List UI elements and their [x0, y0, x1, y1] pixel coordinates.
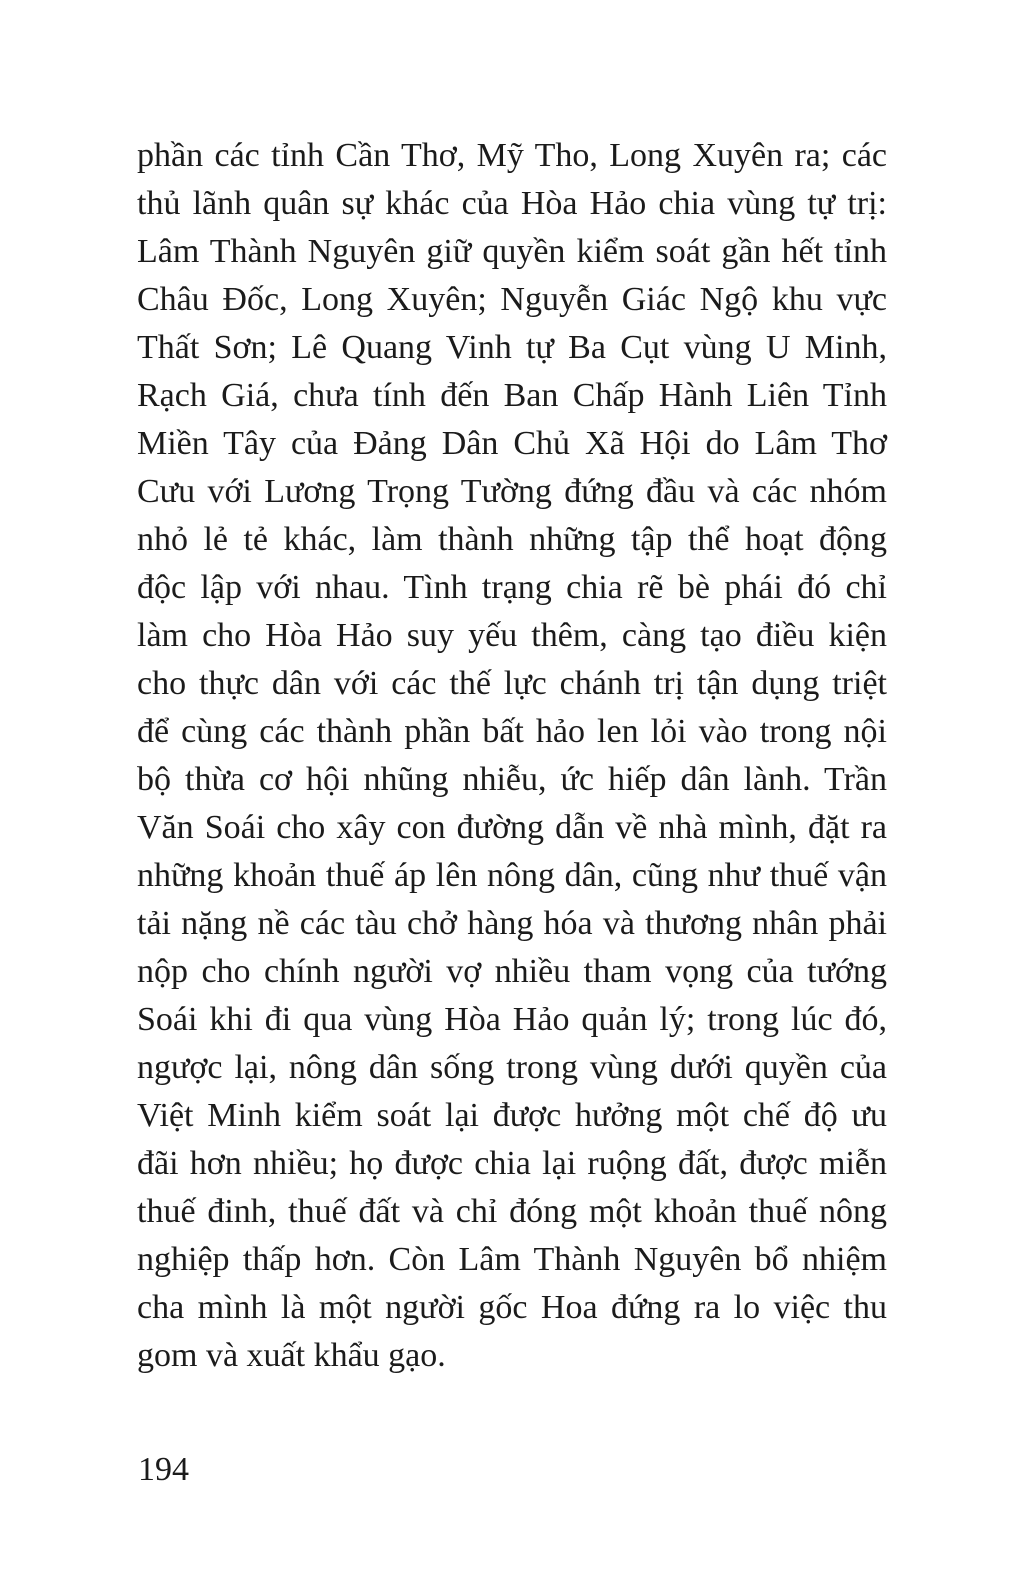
text-line-6: Rạch Giá, chưa tính đến Ban Chấp Hành Liên Tỉnh [137, 377, 887, 414]
text-line-17: tải nặng nề các tàu chở hàng hóa và thương nhân phải [137, 905, 887, 942]
text-line-22: đãi hơn nhiều; họ được chia lại ruộng đất, được miễn [137, 1145, 887, 1182]
text-line-18: nộp cho chính người vợ nhiều tham vọng của tướng [137, 953, 887, 990]
text-line-21: Việt Minh kiểm soát lại được hưởng một chế độ ưu [137, 1097, 887, 1134]
body-text [137, 132, 887, 1380]
text-line-25: cha mình là một người gốc Hoa đứng ra lo việc thu [137, 1289, 887, 1326]
text-line-10: độc lập với nhau. Tình trạng chia rẽ bè phái đó chỉ [137, 569, 887, 606]
text-line-1: phần các tỉnh Cần Thơ, Mỹ Tho, Long Xuyên ra; các [137, 137, 887, 174]
text-line-9: nhỏ lẻ tẻ khác, làm thành những tập thể hoạt động [137, 521, 887, 558]
text-line-4: Châu Đốc, Long Xuyên; Nguyễn Giác Ngộ khu vực [137, 281, 887, 318]
text-line-24: nghiệp thấp hơn. Còn Lâm Thành Nguyên bổ nhiệm [137, 1241, 887, 1278]
text-line-16: những khoản thuế áp lên nông dân, cũng như thuế vận [137, 857, 887, 894]
text-line-23: thuế đinh, thuế đất và chỉ đóng một khoản thuế nông [137, 1193, 887, 1230]
text-line-15: Văn Soái cho xây con đường dẫn về nhà mình, đặt ra [137, 809, 887, 846]
text-line-13: để cùng các thành phần bất hảo len lỏi vào trong nội [137, 713, 887, 750]
text-line-7: Miền Tây của Đảng Dân Chủ Xã Hội do Lâm Thơ [137, 425, 887, 462]
text-line-5: Thất Sơn; Lê Quang Vinh tự Ba Cụt vùng U Minh, [137, 329, 887, 366]
text-line-26: gom và xuất khẩu gạo. [137, 1337, 446, 1374]
text-line-11: làm cho Hòa Hảo suy yếu thêm, càng tạo điều kiện [137, 617, 887, 654]
text-line-19: Soái khi đi qua vùng Hòa Hảo quản lý; trong lúc đó, [137, 1001, 887, 1038]
page-number: 194 [138, 1451, 189, 1488]
text-line-2: thủ lãnh quân sự khác của Hòa Hảo chia vùng tự trị: [137, 185, 887, 222]
text-line-20: ngược lại, nông dân sống trong vùng dưới quyền của [137, 1049, 887, 1086]
text-line-14: bộ thừa cơ hội nhũng nhiễu, ức hiếp dân lành. Trần [137, 761, 887, 798]
text-line-3: Lâm Thành Nguyên giữ quyền kiểm soát gần hết tỉnh [137, 233, 887, 270]
text-line-8: Cưu với Lương Trọng Tường đứng đầu và các nhóm [137, 473, 887, 510]
text-line-12: cho thực dân với các thế lực chánh trị tận dụng triệt [137, 665, 887, 702]
